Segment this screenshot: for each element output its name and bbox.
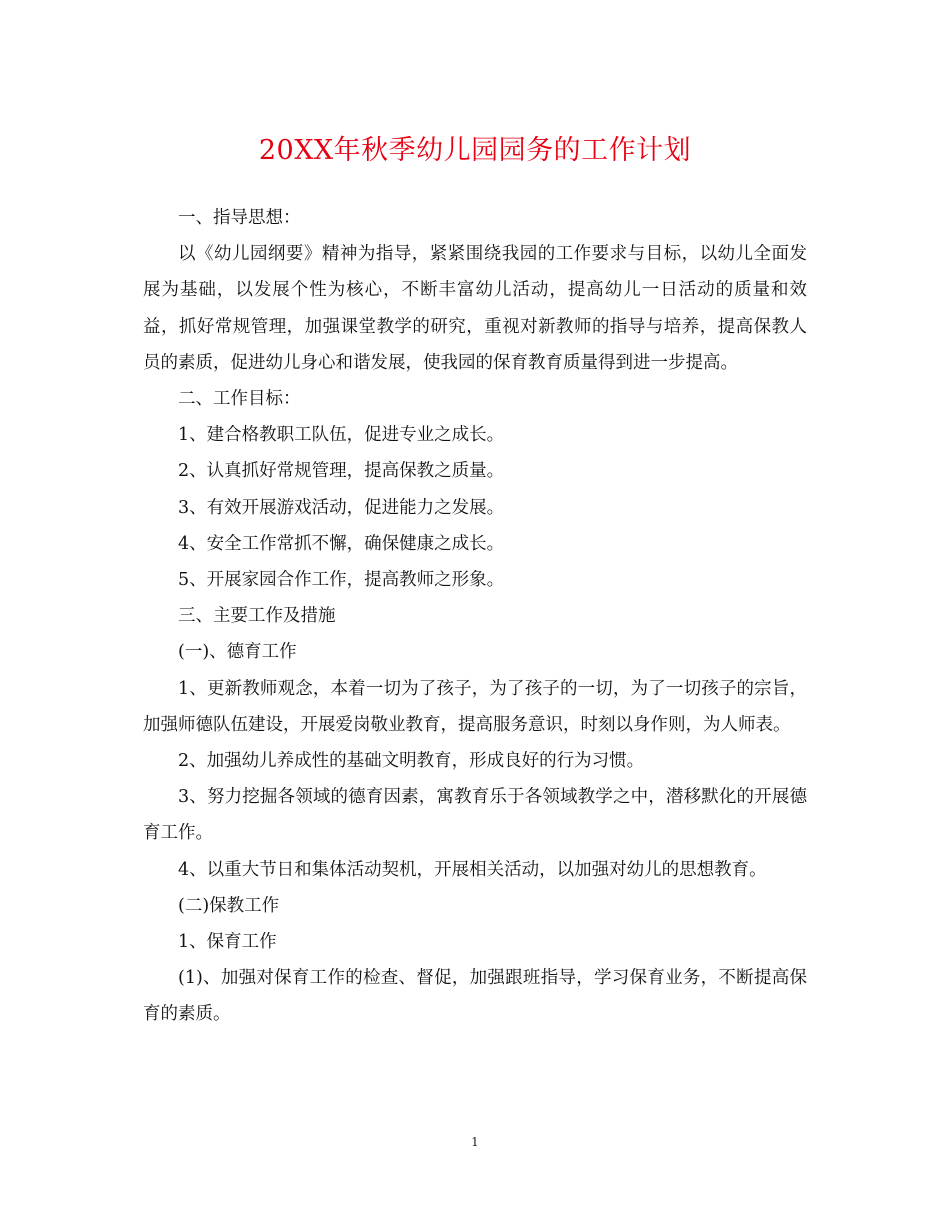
document-body [143, 200, 807, 1033]
subsection-heading-care-education: (二)保教工作 [178, 895, 280, 916]
subsection-heading-moral-education: (一)、德育工作 [178, 642, 297, 663]
moral-item-1: 1、更新教师观念，本着一切为了孩子，为了孩子的一切，为了一切孩子的宗旨，加强师德队伍建设，开展爱岗敬业教育，提高服务意识，时刻以身作则，为人师表。 [143, 678, 807, 735]
moral-item-2: 2、加强幼儿养成性的基础文明教育，形成良好的行为习惯。 [178, 751, 645, 772]
goal-item-2: 2、认真抓好常规管理，提高保教之质量。 [178, 461, 505, 482]
section-heading-main-work: 三、主要工作及措施 [178, 606, 336, 627]
section-heading-work-goals: 二、工作目标： [178, 389, 301, 410]
document-title: 20XX年秋季幼儿园园务的工作计划 [258, 135, 692, 166]
paragraph-guiding-ideology: 以《幼儿园纲要》精神为指导，紧紧围绕我园的工作要求与目标，以幼儿全面发展为基础，以发展个性为核心，不断丰富幼儿活动，提高幼儿一日活动的质量和效益，抓好常规管理，加强课堂教学的研究，重视对新教师的指导与培养，提高保教人员的素质，促进幼儿身心和谐发展，使我园的保育教育质量得到进一步提高。 [143, 244, 807, 373]
section-heading-guiding-ideology: 一、指导思想： [178, 208, 301, 228]
care-item-1: (1)、加强对保育工作的检查、督促，加强跟班指导，学习保育业务，不断提高保育的素质。 [143, 968, 807, 1025]
goal-item-5: 5、开展家园合作工作，提高教师之形象。 [178, 570, 505, 591]
care-heading-1: 1、保育工作 [178, 932, 277, 953]
page-number: 1 [471, 1135, 479, 1149]
goal-item-3: 3、有效开展游戏活动，促进能力之发展。 [178, 497, 505, 518]
goal-item-4: 4、安全工作常抓不懈，确保健康之成长。 [178, 533, 505, 554]
moral-item-4: 4、以重大节日和集体活动契机，开展相关活动，以加强对幼儿的思想教育。 [178, 859, 767, 880]
goal-item-1: 1、建合格教职工队伍，促进专业之成长。 [178, 425, 505, 446]
moral-item-3: 3、努力挖掘各领域的德育因素，寓教育乐于各领域教学之中，潜移默化的开展德育工作。 [143, 787, 807, 844]
